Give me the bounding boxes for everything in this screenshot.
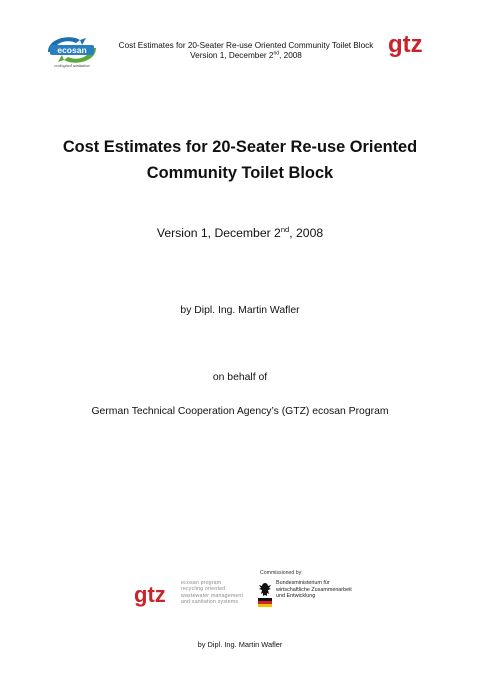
document-author: by Dipl. Ing. Martin Wafler	[180, 305, 300, 316]
organization: German Technical Cooperation Agency’s (GTZ) ecosan Program	[91, 406, 389, 417]
header-version-suffix: , 2008	[279, 51, 302, 60]
gtz-program-line: recycling oriented	[181, 586, 226, 593]
document-title	[0, 134, 480, 186]
gtz-logo-footer	[134, 580, 178, 608]
gtz-logo-header	[388, 30, 438, 60]
title-line-1: Cost Estimates for 20-Seater Re-use Oriented	[62, 138, 418, 156]
on-behalf-of: on behalf of	[212, 372, 268, 383]
version-suffix: , 2008	[289, 226, 324, 240]
gtz-logo-header-text: gtz	[388, 31, 423, 58]
version-sup: nd	[280, 224, 290, 234]
bmz-line: und Entwicklung	[276, 593, 316, 600]
header-version	[96, 51, 396, 61]
footer-author: by Dipl. Ing. Martin Wafler	[197, 640, 283, 649]
ecosan-logo-subtext: ecological sanitation	[54, 63, 90, 68]
version-prefix: Version 1, December 2	[156, 226, 281, 240]
title-line-2: Community Toilet Block	[146, 164, 334, 182]
federal-eagle-icon	[258, 580, 272, 607]
bmz-line: wirtschaftliche Zusammenarbeit	[276, 586, 352, 593]
gtz-program-line: and sanitation systems	[181, 599, 239, 606]
gtz-program-line: ecosan program	[181, 580, 222, 586]
gtz-program-text	[181, 580, 243, 606]
commissioned-by-label: Commissioned by:	[260, 570, 303, 576]
header-version-sup: nd	[273, 50, 280, 57]
document-version	[0, 226, 480, 240]
gtz-logo-footer-text: gtz	[134, 582, 166, 607]
gtz-program-line: wastewater management	[181, 592, 244, 599]
header-title: Cost Estimates for 20-Seater Re-use Oriented Community Toilet Block	[118, 41, 374, 50]
header-version-prefix: Version 1, December 2	[190, 51, 274, 60]
ecosan-logo-text: ecosan	[57, 45, 87, 55]
bmz-line: Bundesministerium für	[276, 580, 330, 586]
ecosan-logo	[40, 30, 104, 70]
bmz-text	[276, 580, 352, 600]
